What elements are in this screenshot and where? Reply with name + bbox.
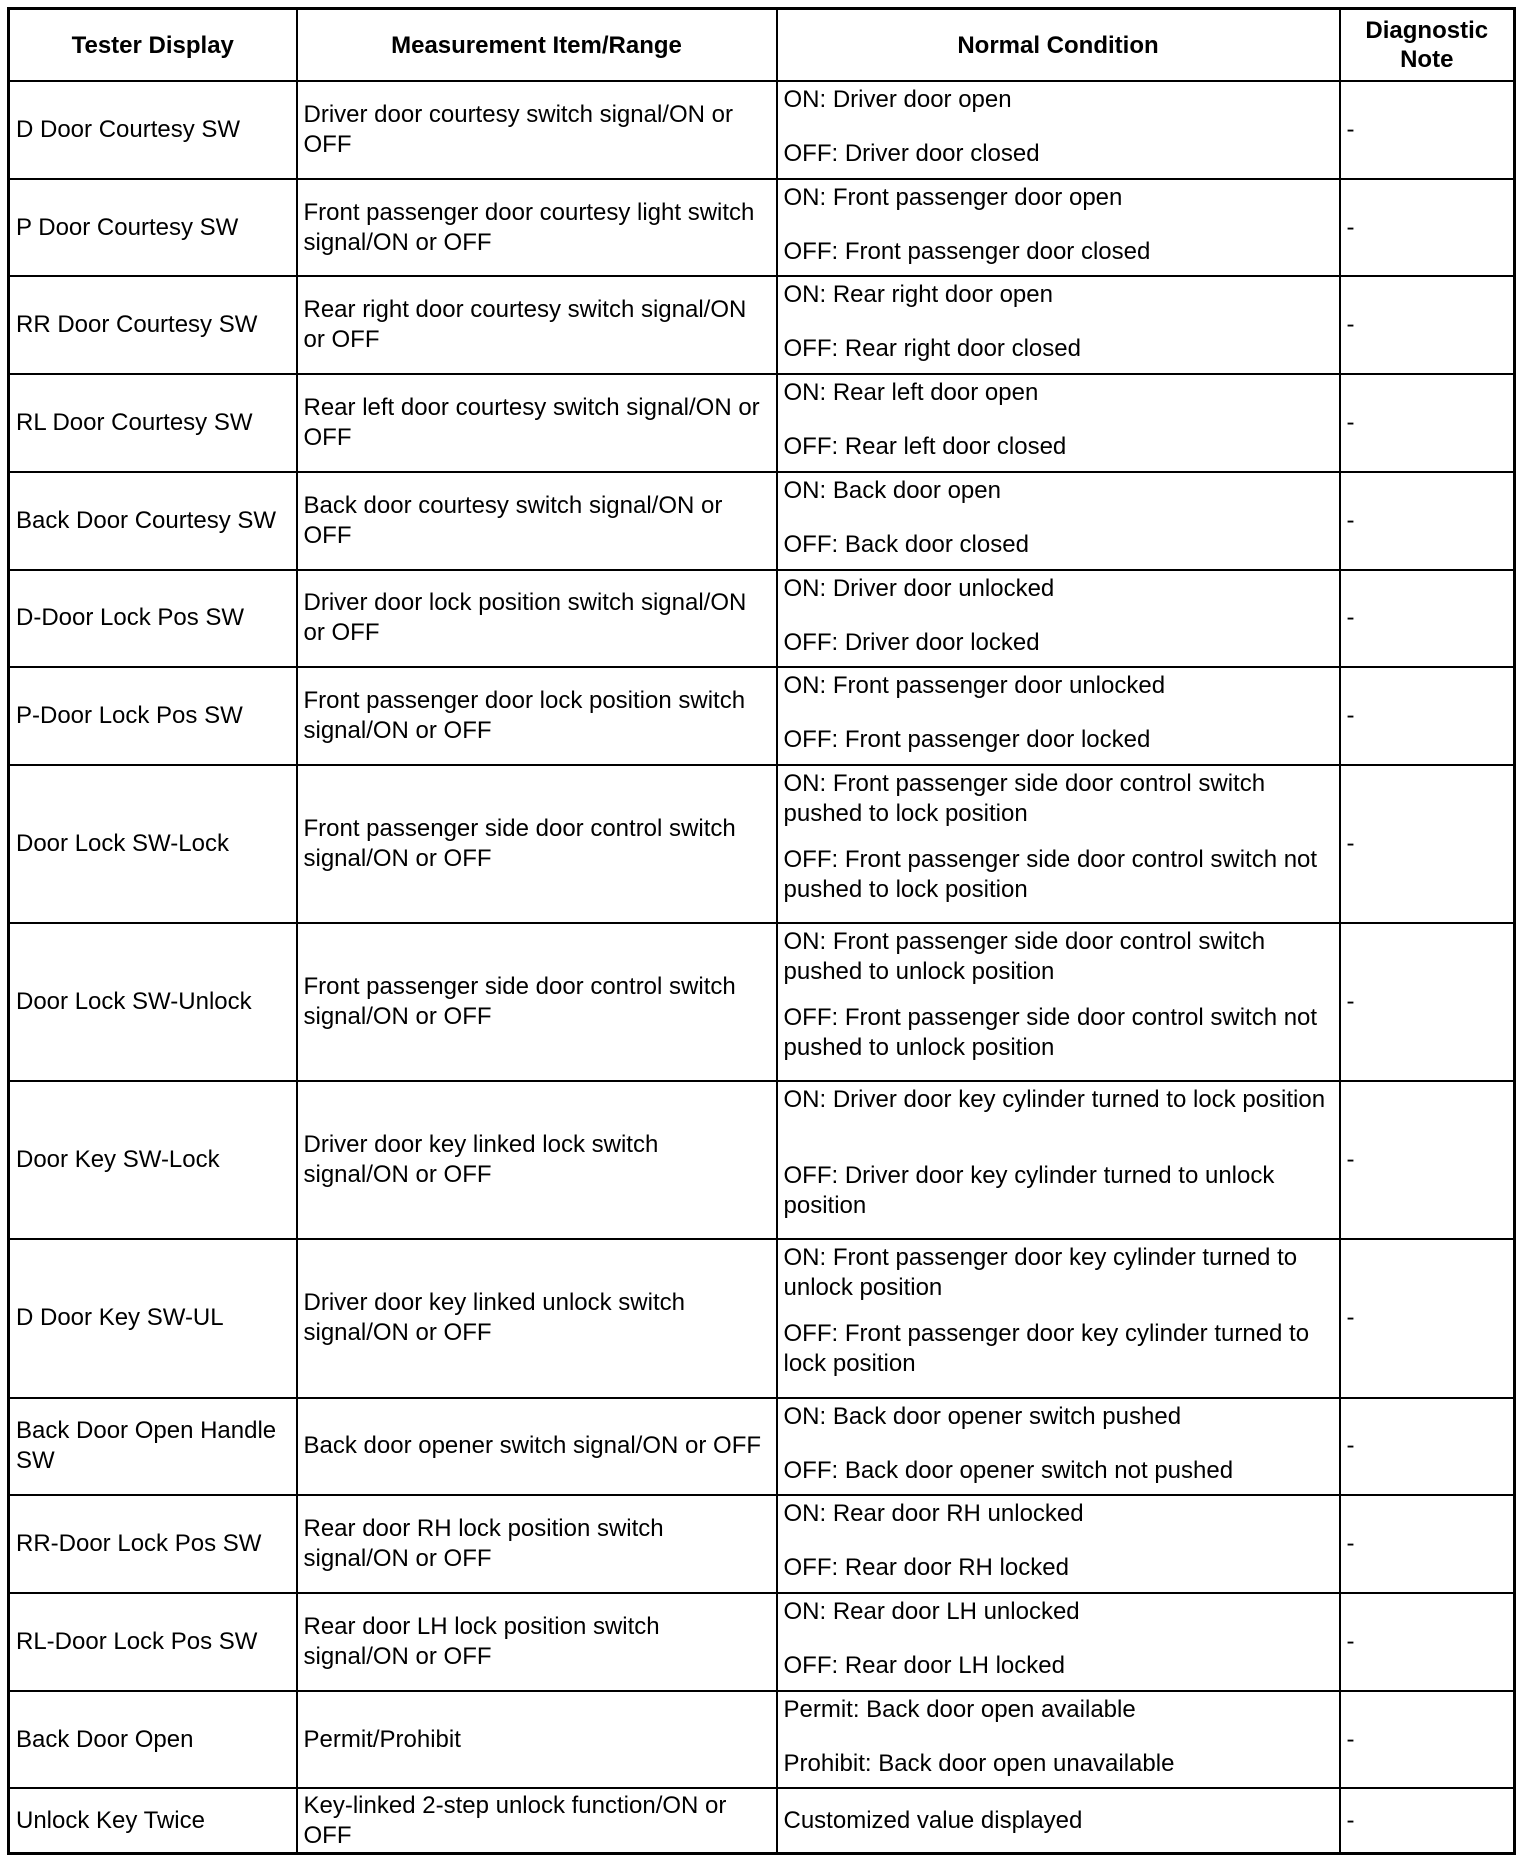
condition-off: OFF: Rear right door closed	[783, 335, 1081, 363]
diagnostic-note-cell: -	[1340, 765, 1515, 923]
condition-off: OFF: Rear door RH locked	[783, 1554, 1069, 1582]
condition-on: Permit: Back door open available	[783, 1695, 1136, 1723]
condition-off: OFF: Rear door LH locked	[783, 1651, 1065, 1679]
measurement-cell: Front passenger side door control switch signal/ON or OFF	[297, 923, 777, 1081]
table-row	[9, 1788, 1515, 1853]
condition-on: ON: Front passenger side door control switch pushed to lock position	[783, 769, 1266, 827]
condition-off: OFF: Front passenger door closed	[783, 237, 1151, 265]
table-row	[9, 667, 1515, 765]
normal-condition-cell	[777, 1593, 1340, 1691]
measurement-cell: Rear door LH lock position switch signal/ON or OFF	[297, 1593, 777, 1691]
condition-off: Prohibit: Back door open unavailable	[783, 1749, 1175, 1777]
normal-condition-cell	[777, 1081, 1340, 1239]
condition-on: ON: Back door opener switch pushed	[783, 1402, 1182, 1430]
normal-condition-cell	[777, 1398, 1340, 1496]
diagnostic-note-cell: -	[1340, 1081, 1515, 1239]
normal-condition-cell	[777, 1239, 1340, 1397]
measurement-cell: Driver door key linked lock switch signal/ON or OFF	[297, 1081, 777, 1239]
tester-display-cell: Unlock Key Twice	[9, 1788, 297, 1853]
tester-display-cell: Back Door Courtesy SW	[9, 472, 297, 570]
table-row	[9, 1081, 1515, 1239]
tester-display-cell: D Door Key SW-UL	[9, 1239, 297, 1397]
header-diagnostic-note: Diagnostic Note	[1340, 9, 1515, 82]
tester-display-cell: Door Lock SW-Lock	[9, 765, 297, 923]
tester-display-cell: Back Door Open	[9, 1691, 297, 1789]
diagnostic-note-cell: -	[1340, 1691, 1515, 1789]
condition-off: OFF: Front passenger door locked	[783, 726, 1151, 754]
normal-condition-cell	[777, 570, 1340, 668]
condition-off: OFF: Back door closed	[783, 530, 1029, 558]
table-row	[9, 374, 1515, 472]
condition-off: OFF: Driver door key cylinder turned to unlock position	[783, 1162, 1275, 1220]
measurement-cell: Driver door lock position switch signal/ON or OFF	[297, 570, 777, 668]
header-tester-display: Tester Display	[9, 9, 297, 82]
tester-display-cell: Door Key SW-Lock	[9, 1081, 297, 1239]
diagnostic-note-cell: -	[1340, 276, 1515, 374]
table-row	[9, 1239, 1515, 1397]
condition-off: OFF: Front passenger side door control switch not pushed to lock position	[783, 845, 1318, 903]
normal-condition-cell	[777, 765, 1340, 923]
condition-on: ON: Back door open	[783, 476, 1001, 504]
diagnostic-note-cell: -	[1340, 81, 1515, 179]
condition-on: ON: Driver door key cylinder turned to lock position	[783, 1086, 1326, 1114]
diagnostic-note-cell: -	[1340, 1239, 1515, 1397]
table-row	[9, 1593, 1515, 1691]
diagnostic-note-cell: -	[1340, 570, 1515, 668]
normal-condition-cell	[777, 472, 1340, 570]
condition-off: OFF: Back door opener switch not pushed	[783, 1456, 1234, 1484]
tester-display-cell: RR-Door Lock Pos SW	[9, 1495, 297, 1593]
measurement-cell: Key-linked 2-step unlock function/ON or OFF	[297, 1788, 777, 1853]
tester-display-cell: Door Lock SW-Unlock	[9, 923, 297, 1081]
condition-on: ON: Front passenger side door control switch pushed to unlock position	[783, 928, 1266, 986]
header-normal-condition: Normal Condition	[777, 9, 1340, 82]
measurement-cell: Back door courtesy switch signal/ON or OFF	[297, 472, 777, 570]
table-row	[9, 1691, 1515, 1789]
measurement-cell: Rear right door courtesy switch signal/ON or OFF	[297, 276, 777, 374]
condition-off: OFF: Driver door closed	[783, 140, 1040, 167]
normal-condition-cell	[777, 667, 1340, 765]
normal-condition-cell	[777, 1691, 1340, 1789]
condition-on: ON: Front passenger door key cylinder turned to unlock position	[783, 1244, 1298, 1302]
measurement-cell: Front passenger door courtesy light switch signal/ON or OFF	[297, 179, 777, 277]
condition-off: OFF: Front passenger door key cylinder turned to lock position	[783, 1320, 1310, 1378]
table-row	[9, 1398, 1515, 1496]
condition-on: ON: Front passenger door unlocked	[783, 672, 1166, 700]
tester-display-cell: Back Door Open Handle SW	[9, 1398, 297, 1496]
measurement-cell: Front passenger side door control switch signal/ON or OFF	[297, 765, 777, 923]
table-row	[9, 765, 1515, 923]
header-measurement: Measurement Item/Range	[297, 9, 777, 82]
condition-on: ON: Rear left door open	[783, 379, 1039, 407]
table-row	[9, 179, 1515, 277]
table-row	[9, 570, 1515, 668]
tester-display-cell: D Door Courtesy SW	[9, 81, 297, 179]
measurement-cell: Rear left door courtesy switch signal/ON or OFF	[297, 374, 777, 472]
normal-condition-cell	[777, 374, 1340, 472]
measurement-cell: Rear door RH lock position switch signal/ON or OFF	[297, 1495, 777, 1593]
diagnostic-note-cell: -	[1340, 923, 1515, 1081]
normal-condition-cell	[777, 81, 1340, 179]
condition-off: OFF: Front passenger side door control switch not pushed to unlock position	[783, 1004, 1318, 1062]
normal-condition-cell: Customized value displayed	[777, 1788, 1340, 1853]
table-row	[9, 1495, 1515, 1593]
tester-display-table	[7, 7, 1516, 1855]
normal-condition-cell	[777, 179, 1340, 277]
diagnostic-note-cell: -	[1340, 667, 1515, 765]
table-row	[9, 81, 1515, 179]
measurement-cell: Front passenger door lock position switch signal/ON or OFF	[297, 667, 777, 765]
measurement-cell: Driver door courtesy switch signal/ON or OFF	[297, 81, 777, 179]
tester-display-cell: P Door Courtesy SW	[9, 179, 297, 277]
measurement-cell: Permit/Prohibit	[297, 1691, 777, 1789]
measurement-cell: Driver door key linked unlock switch signal/ON or OFF	[297, 1239, 777, 1397]
condition-on: ON: Driver door open	[783, 86, 1012, 113]
header-row	[9, 9, 1515, 82]
condition-on: ON: Driver door unlocked	[783, 574, 1055, 602]
tester-display-cell: RL Door Courtesy SW	[9, 374, 297, 472]
diagnostic-note-cell: -	[1340, 179, 1515, 277]
condition-off: OFF: Driver door locked	[783, 628, 1040, 656]
tester-display-cell: D-Door Lock Pos SW	[9, 570, 297, 668]
diagnostic-note-cell: -	[1340, 374, 1515, 472]
condition-on: ON: Rear door LH unlocked	[783, 1597, 1080, 1625]
diagnostic-note-cell: -	[1340, 472, 1515, 570]
condition-on: ON: Rear door RH unlocked	[783, 1500, 1084, 1528]
normal-condition-cell	[777, 276, 1340, 374]
diagnostic-note-cell: -	[1340, 1495, 1515, 1593]
diagnostic-note-cell: -	[1340, 1593, 1515, 1691]
measurement-cell: Back door opener switch signal/ON or OFF	[297, 1398, 777, 1496]
normal-condition-cell	[777, 1495, 1340, 1593]
tester-display-cell: RL-Door Lock Pos SW	[9, 1593, 297, 1691]
condition-on: ON: Rear right door open	[783, 281, 1053, 309]
tester-display-cell: P-Door Lock Pos SW	[9, 667, 297, 765]
diagnostic-note-cell: -	[1340, 1788, 1515, 1853]
tester-display-cell: RR Door Courtesy SW	[9, 276, 297, 374]
condition-off: OFF: Rear left door closed	[783, 433, 1067, 461]
table-row	[9, 472, 1515, 570]
table-row	[9, 276, 1515, 374]
diagnostic-note-cell: -	[1340, 1398, 1515, 1496]
table-row	[9, 923, 1515, 1081]
condition-on: ON: Front passenger door open	[783, 183, 1123, 211]
normal-condition-cell	[777, 923, 1340, 1081]
